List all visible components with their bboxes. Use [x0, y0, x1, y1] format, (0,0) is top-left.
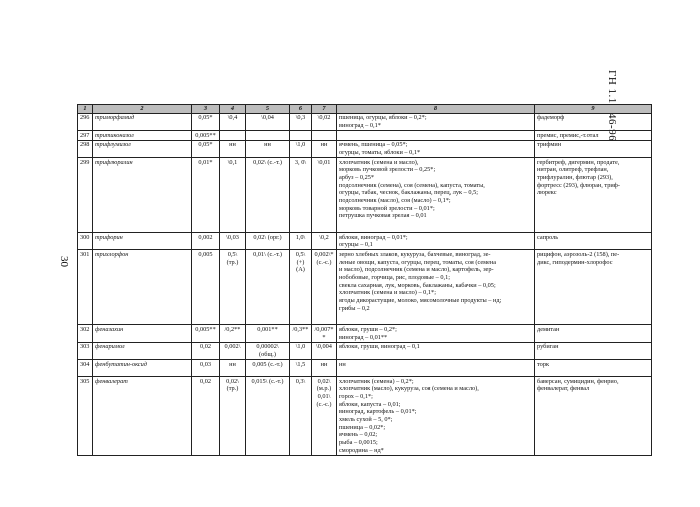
preparations-cell [535, 233, 652, 250]
preparation-line: премис, премис,-т.отал [537, 131, 599, 139]
crop-limit-line: морковь пучковой зрелости – 0,25*; [339, 166, 436, 174]
col-5-value: 0,00002\ (общ.) [246, 342, 290, 359]
col-3-value: 0,03 [192, 360, 220, 377]
crop-limit-line: подсолнечник (семена), соя (семена), капуста, томаты, [339, 181, 485, 189]
substance-name: тритиконазол [93, 131, 192, 141]
crop-limits-cell [337, 158, 535, 233]
crop-limits-cell [337, 233, 535, 250]
preparation-line: нитран, олитреф, трефлан, [537, 166, 609, 174]
preparation-line: гербитреф, дигермин, продате, [537, 158, 620, 166]
crop-limit-line: пшеница – 0,02*; [339, 423, 386, 431]
preparation-line: баверсан, сумицидин, фенрио, [537, 377, 619, 385]
col-3-value: 0,01* [192, 158, 220, 233]
col-3-value: 0,002 [192, 233, 220, 250]
row-number: 297 [78, 131, 93, 141]
col-4-value: 0,02\ (тр.) [220, 377, 246, 456]
substance-name: фенаримол [93, 342, 192, 359]
col-5-value: 0,005 (с.-т.) [246, 360, 290, 377]
crop-limit-line: подсолнечник (масло), соя (масло) – 0,1*; [339, 196, 451, 204]
substance-name: фенвалерат [93, 377, 192, 456]
crop-limit-line: хлопчатник (масло), кукуруза, соя (семена и масло), [339, 385, 479, 393]
table-row [78, 360, 652, 377]
crop-limits-cell [337, 250, 535, 325]
table-row [78, 377, 652, 456]
crop-limit-line: морковь товарной зрелости – 0,01*; [339, 204, 435, 212]
col-3-value: 0,02 [192, 377, 220, 456]
row-number: 298 [78, 140, 93, 157]
crop-limit-line: яблоки, капуста – 0,01; [339, 400, 401, 408]
preparation-line: рубиган [537, 343, 559, 351]
crop-limit-line: виноград – 0,1* [339, 121, 381, 129]
crop-limit-line: яблоки, виноград – 0,01*; [339, 233, 408, 241]
col-3-value: 0,005** [192, 325, 220, 342]
table-row [78, 131, 652, 141]
col-4-value: нн [220, 140, 246, 157]
col-5-value: 0,015\ (с.-т.) [246, 377, 290, 456]
column-header: 7 [312, 105, 337, 114]
table-row [78, 325, 652, 342]
column-header: 9 [535, 105, 652, 114]
crop-limit-line: виноград, картофель – 0,01*; [339, 408, 417, 416]
col-3-value: 0,05* [192, 113, 220, 130]
col-7-value: \0,02 [312, 113, 337, 130]
preparations-cell [535, 140, 652, 157]
substance-name: трифлумизол [93, 140, 192, 157]
table-row [78, 250, 652, 325]
preparations-cell [535, 342, 652, 359]
crop-limit-line: ячмень – 0,02; [339, 431, 378, 439]
column-header: 8 [337, 105, 535, 114]
crop-limit-line: рыба – 0,0015; [339, 438, 378, 446]
col-7-value: 0,02\ (м.р.) 0,01\ (с.-с.) [312, 377, 337, 456]
col-3-value: 0,005 [192, 250, 220, 325]
col-7-value: \0,004 [312, 342, 337, 359]
col-6-value: \1,5 [290, 360, 312, 377]
col-5-value: \0,04 [246, 113, 290, 130]
crop-limit-line: огурцы, томаты, яблоки – 0,1* [339, 148, 421, 156]
row-number: 299 [78, 158, 93, 233]
row-number: 300 [78, 233, 93, 250]
col-4-value: 0,002\ [220, 342, 246, 359]
crop-limits-cell [337, 377, 535, 456]
col-7-value: нн [312, 140, 337, 157]
col-7-value: \0,01 [312, 158, 337, 233]
table-body [78, 113, 652, 455]
crop-limit-line: ячмень, пшеница – 0,05*; [339, 141, 408, 149]
table-row [78, 140, 652, 157]
col-4-value: нн [220, 360, 246, 377]
row-number: 302 [78, 325, 93, 342]
preparation-line: демитан [537, 325, 560, 333]
col-5-value: 0,02\ (с.-т.) [246, 158, 290, 233]
substance-name: феназахин [93, 325, 192, 342]
col-6-value: /0,3** [290, 325, 312, 342]
col-6-value: 0,5\ (+) (А) [290, 250, 312, 325]
preparations-cell [535, 360, 652, 377]
crop-limits-cell [337, 140, 535, 157]
col-3-value: 0,02 [192, 342, 220, 359]
col-7-value: 0,002\* (с.-с.) [312, 250, 337, 325]
col-6-value: \0,3 [290, 113, 312, 130]
col-7-value [312, 131, 337, 141]
crop-limits-cell [337, 325, 535, 342]
crop-limit-line: леные овощи, капуста, огурцы, перец, томаты, соя (семена [339, 258, 497, 266]
table-row [78, 342, 652, 359]
col-3-value: 0,005** [192, 131, 220, 141]
col-4-value: \0,1 [220, 158, 246, 233]
preparation-line: фадеморф [537, 114, 565, 122]
column-header: 2 [93, 105, 192, 114]
col-5-value: нн [246, 140, 290, 157]
row-number: 304 [78, 360, 93, 377]
preparation-line: трифлуралин, флютар (293), [537, 173, 613, 181]
crop-limit-line: огурцы – 0,1 [339, 241, 373, 249]
preparation-line: фенвалерат, фенвал [537, 385, 590, 393]
col-4-value: 0,5\ (тр.) [220, 250, 246, 325]
crop-limit-line: виноград – 0,01** [339, 333, 388, 341]
row-number: 305 [78, 377, 93, 456]
preparations-cell [535, 250, 652, 325]
substance-name: фенбутатин-оксид [93, 360, 192, 377]
substance-name: триморфамид [93, 113, 192, 130]
col-6-value [290, 131, 312, 141]
regulation-table [77, 104, 652, 456]
column-header: 1 [78, 105, 93, 114]
preparation-line: люрекс [537, 189, 557, 197]
row-number: 303 [78, 342, 93, 359]
col-5-value: 0,02\ (орг.) [246, 233, 290, 250]
preparation-line: рицифон, аэрозоль-2 (158), пе- [537, 250, 620, 258]
table-row [78, 158, 652, 233]
crop-limit-line: яблоки, груши – 0,2*; [339, 325, 397, 333]
preparations-cell [535, 113, 652, 130]
col-6-value: \1,0 [290, 342, 312, 359]
row-number: 301 [78, 250, 93, 325]
crop-limits-cell [337, 131, 535, 141]
col-6-value: 0,3\ [290, 377, 312, 456]
substance-name: трихлорфон [93, 250, 192, 325]
crop-limit-line: и масло), подсолнечник (семена и масло), картофель, зер- [339, 266, 494, 274]
preparation-line: трифмин [537, 141, 562, 149]
crop-limit-line: смородина – нд* [339, 446, 384, 454]
crop-limits-cell [337, 113, 535, 130]
preparations-cell [535, 377, 652, 456]
col-4-value: /0,2** [220, 325, 246, 342]
substance-name: трифорин [93, 233, 192, 250]
preparation-line: сапроль [537, 233, 559, 241]
col-5-value: 0,001** [246, 325, 290, 342]
col-5-value: 0,01\ (с.-т.) [246, 250, 290, 325]
crop-limits-cell [337, 342, 535, 359]
crop-limit-line: хлопчатник (семена и масло), [339, 158, 419, 166]
column-header: 6 [290, 105, 312, 114]
col-5-value [246, 131, 290, 141]
crop-limit-line: зерно хлебных злаков, кукуруза, бахчевые, виноград, зе- [339, 250, 491, 258]
col-6-value: 1,0\ [290, 233, 312, 250]
crop-limit-line: нобобовые, горчица, рис, плодовые – 0,1; [339, 273, 450, 281]
page-number: 30 [58, 256, 70, 267]
table-header-row [78, 105, 652, 114]
crop-limit-line: горох – 0,1*; [339, 392, 373, 400]
preparations-cell [535, 158, 652, 233]
col-4-value [220, 131, 246, 141]
crop-limit-line: хлопчатник (семена) – 0,2*; [339, 377, 414, 385]
column-header: 4 [220, 105, 246, 114]
preparations-cell [535, 325, 652, 342]
crop-limit-line: хлопчатник (семена и масло) – 0,1*; [339, 289, 436, 297]
preparation-line: дикс, гиподермин-хлорофос [537, 258, 613, 266]
preparation-line: торк [537, 360, 550, 368]
preparations-cell [535, 131, 652, 141]
col-6-value: 3, 0\ [290, 158, 312, 233]
crop-limit-line: пшеница, огурцы, яблоки – 0,2*; [339, 114, 427, 122]
col-6-value: \1,0 [290, 140, 312, 157]
crop-limit-line: грибы – 0,2 [339, 304, 370, 312]
col-3-value: 0,05* [192, 140, 220, 157]
crop-limit-line: арбуз – 0,25* [339, 173, 375, 181]
crop-limit-line: огурцы, табак, чеснок, баклажаны, перец, лук – 0,5; [339, 189, 479, 197]
crop-limits-cell [337, 360, 535, 377]
column-header: 3 [192, 105, 220, 114]
row-number: 296 [78, 113, 93, 130]
crop-limit-line: свекла сахарная, лук, морковь, баклажаны, кабачки – 0,05; [339, 281, 496, 289]
crop-limit-line: ягоды дикорастущие, молоко, мясомолочные продукты – нд; [339, 296, 502, 304]
crop-limit-line: яблоки, груши, виноград – 0,1 [339, 343, 420, 351]
crop-limit-line: петрушка пучковая зрелая – 0,01 [339, 212, 427, 220]
crop-limit-line: хмель сухой – 5, 0*; [339, 415, 393, 423]
col-7-value: /0,007** [312, 325, 337, 342]
preparation-line: фортресс (293), флюран, триф- [537, 181, 620, 189]
crop-limit-line: нн [339, 360, 346, 368]
col-4-value: \0,4 [220, 113, 246, 130]
col-7-value: нн [312, 360, 337, 377]
table-row [78, 113, 652, 130]
col-7-value: \0,2 [312, 233, 337, 250]
table-row [78, 233, 652, 250]
col-4-value: \0,03 [220, 233, 246, 250]
column-header: 5 [246, 105, 290, 114]
substance-name: трифлюралин [93, 158, 192, 233]
